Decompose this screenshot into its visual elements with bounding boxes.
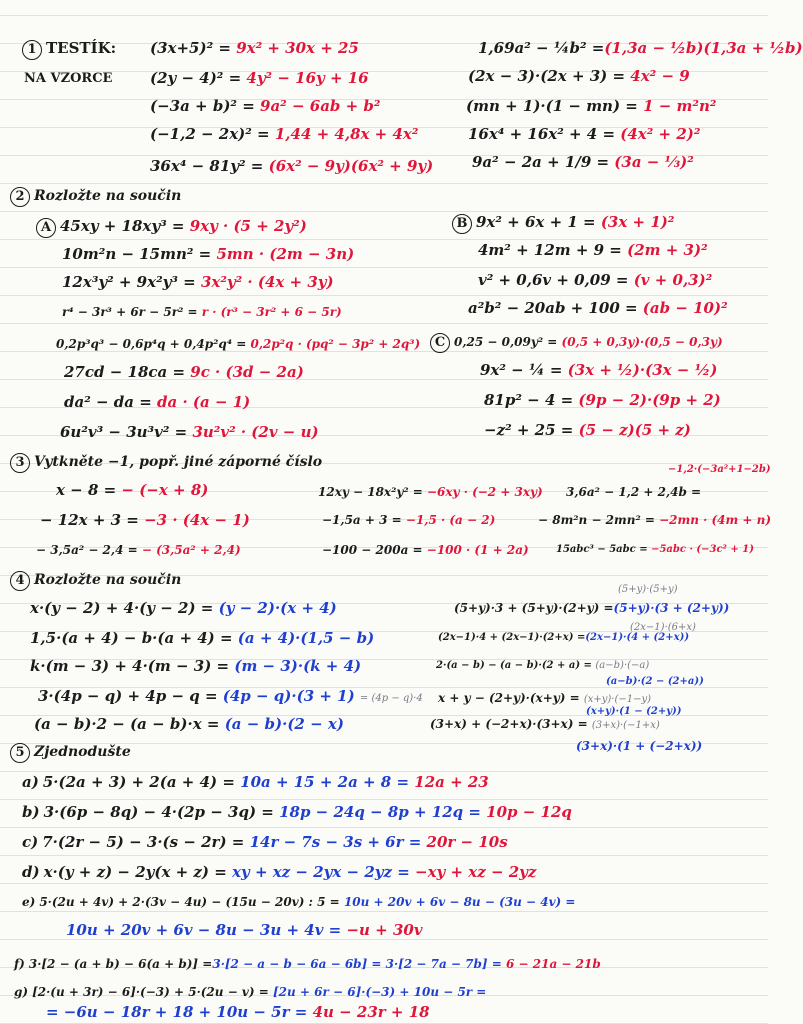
s5-row: c) 7·(2r − 5) − 3·(s − 2r) = 14r − 7s − 3s + 6r = 20r − 10s (22, 833, 508, 851)
s1-left-row: 36x⁴ − 81y² = (6x² − 9y)(6x² + 9y) (150, 157, 434, 175)
s4-left-row: x·(y − 2) + 4·(y − 2) = (y − 2)·(x + 4) (30, 599, 337, 617)
section-number: 3 (10, 453, 30, 473)
s3-row: −100 − 200a = −100 · (1 + 2a) (322, 543, 529, 557)
s3-row: − 12x + 3 = −3 · (4x − 1) (40, 511, 250, 529)
s3-row: 15abc³ − 5abc = −5abc · (−3c² + 1) (556, 544, 754, 555)
s2-a-row: A 45xy + 18xy³ = 9xy · (5 + 2y²) (36, 216, 307, 238)
s2-a-row: 6u²v³ − 3u³v² = 3u²v² · (2v − u) (60, 423, 319, 441)
s4-left-row: (a − b)·2 − (a − b)·x = (a − b)·(2 − x) (34, 715, 344, 733)
section-title: Rozložte na součin (34, 188, 182, 204)
section-4-heading (10, 570, 181, 591)
s2-b-row: a²b² − 20ab + 100 = (ab − 10)² (468, 299, 728, 317)
s4-note: (2x−1)·(6+x) (630, 622, 696, 633)
s2-c-row: 81p² − 4 = (9p − 2)·(9p + 2) (484, 391, 721, 409)
s5-row: b) 3·(6p − 8q) − 4·(2p − 3q) = 18p − 24q − 8p + 12q = 10p − 12q (22, 803, 572, 821)
s1-right-row: (2x − 3)·(2x + 3) = 4x² − 9 (468, 67, 690, 85)
s3-row: 3,6a² − 1,2 + 2,4b = (566, 485, 702, 499)
s5-row: f) 3·[2 − (a + b) − 6(a + b)] =3·[2 − a − b − 6a − 6b] = 3·[2 − 7a − 7b] = 6 − 21a − 21b (14, 957, 601, 971)
section-number: 4 (10, 571, 30, 591)
s4-left-row: 1,5·(a + 4) − b·(a + 4) = (a + 4)·(1,5 − b) (30, 629, 375, 647)
corner-note: −1,2·(−3a²+1−2b) (668, 464, 771, 475)
s4-left-row: k·(m − 3) + 4·(m − 3) = (m − 3)·(k + 4) (30, 657, 362, 675)
section-1-heading (22, 38, 116, 60)
s2-b-row: v² + 0,6v + 0,09 = (v + 0,3)² (478, 271, 713, 289)
section-title: Zjednodušte (34, 744, 131, 760)
s1-right-row: (mn + 1)·(1 − mn) = 1 − m²n² (466, 97, 717, 115)
s4-right-row: (3+x) + (−2+x)·(3+x) = (3+x)·(−1+x) (430, 717, 660, 731)
section-title: Vytkněte −1, popř. jiné záporné číslo (34, 454, 323, 470)
s4-result: (x+y)·(1 − (2+y)) (586, 706, 682, 717)
s3-row: −1,5a + 3 = −1,5 · (a − 2) (322, 513, 496, 527)
s5-row: a) 5·(2a + 3) + 2(a + 4) = 10a + 15 + 2a + 8 = 12a + 23 (22, 773, 489, 791)
s1-left-row: (−3a + b)² = 9a² − 6ab + b² (150, 97, 381, 115)
s2-a-row: 10m²n − 15mn² = 5mn · (2m − 3n) (62, 245, 355, 263)
section-number: 1 (22, 40, 42, 60)
s2-a-row: 27cd − 18ca = 9c · (3d − 2a) (64, 363, 304, 381)
part-label: B (452, 214, 472, 234)
section-2-heading (10, 186, 181, 207)
s3-row: − 8m²n − 2mn² = −2mn · (4m + n) (538, 513, 772, 527)
s1-right-row: 9a² − 2a + 1/9 = (3a − ⅓)² (472, 153, 694, 171)
s5-row: 10u + 20v + 6v − 8u − 3u + 4v = −u + 30v (66, 921, 423, 939)
section-subtitle: NA VZORCE (24, 71, 113, 86)
s1-right-row: 16x⁴ + 16x² + 4 = (4x² + 2)² (468, 125, 701, 143)
s2-a-row: 0,2p³q³ − 0,6p⁴q + 0,4p²q⁴ = 0,2p²q · (pq² − 3p² + 2q³) (56, 337, 421, 351)
s3-row: − 3,5a² − 2,4 = − (3,5a² + 2,4) (36, 543, 241, 557)
part-label: C (430, 333, 450, 353)
s5-row: g) [2·(u + 3r) − 6]·(−3) + 5·(2u − v) = [2u + 6r − 6]·(−3) + 10u − 5r = (14, 985, 487, 999)
s2-a-row: r⁴ − 3r³ + 6r − 5r² = r · (r³ − 3r² + 6 − 5r) (62, 305, 342, 319)
section-3-heading (10, 452, 322, 473)
s1-left-row: (−1,2 − 2x)² = 1,44 + 4,8x + 4x² (150, 125, 419, 143)
s4-right-row: (2x−1)·4 + (2x−1)·(2+x) =(2x−1)·(4 + (2+x)) (438, 632, 690, 643)
s2-b-row: 4m² + 12m + 9 = (2m + 3)² (478, 241, 708, 259)
s5-row: d) x·(y + z) − 2y(x + z) = xy + xz − 2yx − 2yz = −xy + xz − 2yz (22, 863, 537, 881)
section-number: 5 (10, 743, 30, 763)
s1-left-row: (2y − 4)² = 4y² − 16y + 16 (150, 69, 369, 87)
s4-right-row: 2·(a − b) − (a − b)·(2 + a) = (a−b)·(−a) (436, 660, 650, 671)
s4-result: (a−b)·(2 − (2+a)) (606, 676, 704, 687)
s1-right-row: 1,69a² − ¼b² =(1,3a − ½b)(1,3a + ½b) (478, 39, 803, 57)
part-label: A (36, 218, 56, 238)
s3-row: 12xy − 18x²y² = −6xy · (−2 + 3xy) (318, 485, 543, 499)
s2-a-row: da² − da = da · (a − 1) (64, 393, 251, 411)
s2-c-row: −z² + 25 = (5 − z)(5 + z) (484, 421, 691, 439)
section-5-heading (10, 742, 131, 763)
section-title: TESTÍK: (46, 39, 117, 57)
s2-b-row: B 9x² + 6x + 1 = (3x + 1)² (452, 212, 674, 234)
s5-row: = −6u − 18r + 18 + 10u − 5r = 4u − 23r + 18 (46, 1003, 430, 1021)
s3-row: x − 8 = − (−x + 8) (56, 481, 209, 499)
s4-result: (3+x)·(1 + (−2+x)) (576, 739, 703, 753)
s4-left-row: 3·(4p − q) + 4p − q = (4p − q)·(3 + 1) = (4p − q)·4 (38, 687, 423, 705)
s4-note: (5+y)·(5+y) (618, 584, 678, 595)
s1-left-row: (3x+5)² = 9x² + 30x + 25 (150, 39, 359, 57)
s4-right-row: (5+y)·3 + (5+y)·(2+y) =(5+y)·(3 + (2+y)) (454, 601, 730, 615)
s2-a-row: 12x³y² + 9x²y³ = 3x²y² · (4x + 3y) (62, 273, 334, 291)
s5-row: e) 5·(2u + 4v) + 2·(3v − 4u) − (15u − 20v) : 5 = 10u + 20v + 6v − 8u − (3u − 4v) = (22, 895, 576, 909)
s4-right-row: x + y − (2+y)·(x+y) = (x+y)·(−1−y) (438, 691, 652, 705)
s2-c-row: C 0,25 − 0,09y² = (0,5 + 0,3y)·(0,5 − 0,3y) (430, 332, 723, 353)
section-number: 2 (10, 187, 30, 207)
section-title: Rozložte na součin (34, 572, 182, 588)
s2-c-row: 9x² − ¼ = (3x + ½)·(3x − ½) (480, 361, 718, 379)
